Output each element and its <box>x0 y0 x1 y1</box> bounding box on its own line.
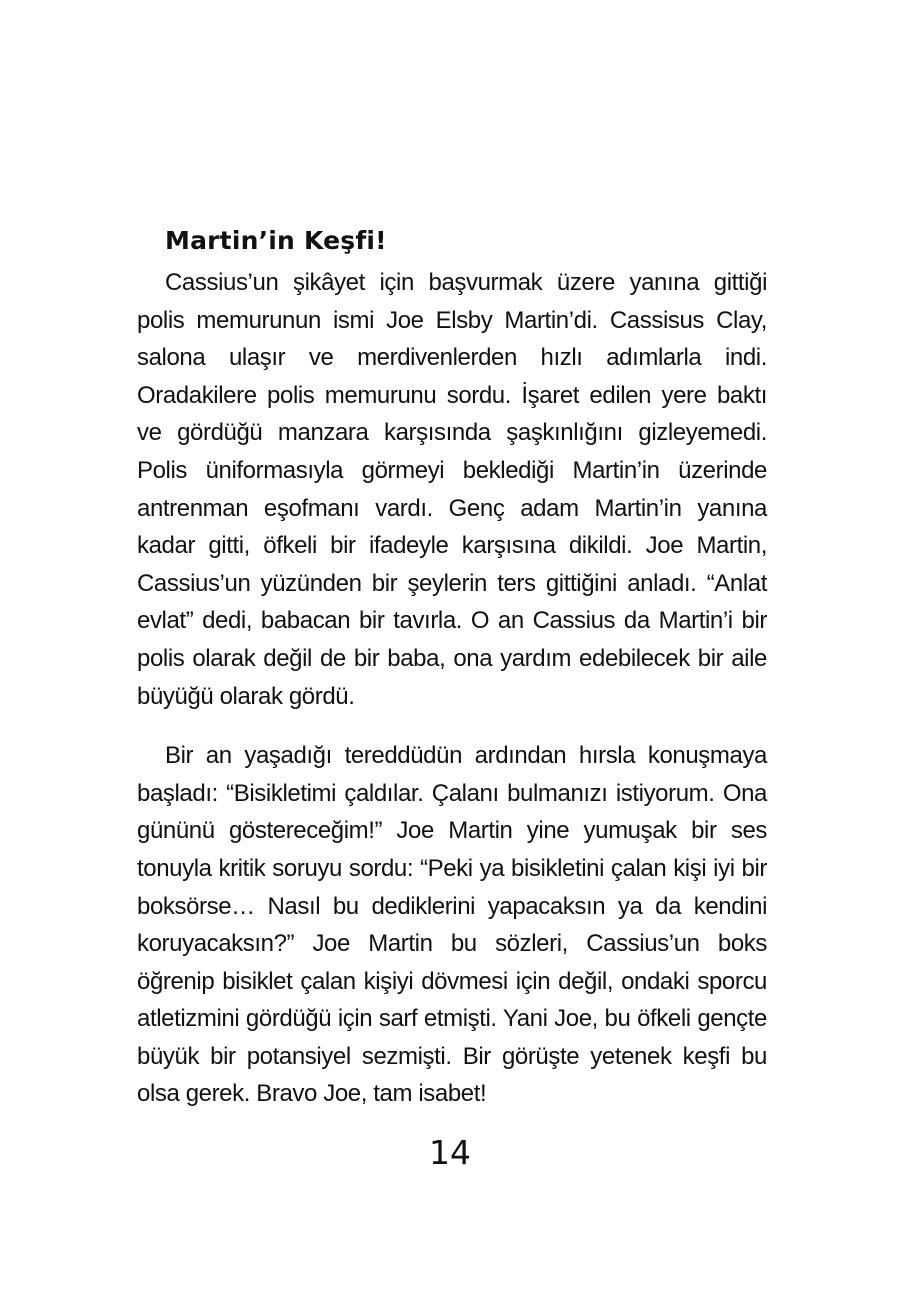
paragraph-1: Cassius’un şikâyet için başvurmak üzere yanına gittiği polis memurunun ismi Joe Elsby Martin’di. Cassisus Clay, salona ulaşır ve merdivenlerden hızlı adımlarla indi. Oradakilere polis memurunu sordu. İşaret edilen yere baktı ve gördüğü manzara karşısında şaşkınlığını gizleyemedi. Polis üniformasıyla görmeyi beklediği Martin’in üzerinde antrenman eşofmanı vardı. Genç adam Martin’in yanına kadar gitti, öfkeli bir ifadeyle karşısına dikildi. Joe Martin, Cassius’un yüzünden bir şeylerin ters gittiğini anladı. “Anlat evlat” dedi, babacan bir tavırla. O an Cassius da Martin’i bir polis olarak değil de bir baba, ona yardım edebilecek bir aile büyüğü olarak gördü. <box>137 269 767 710</box>
paragraph-2: Bir an yaşadığı tereddüdün ardından hırsla konuşmaya başladı: “Bisikletimi çaldılar. Çalanı bulmanızı istiyorum. Ona gününü göstereceğim!” Joe Martin yine yumuşak bir ses tonuyla kritik soruyu sordu: “Peki ya bisikletini çalan kişi iyi bir boksörse… Nasıl bu dediklerini yapacaksın ya da kendini koruyacaksın?” Joe Martin bu sözleri, Cassius’un boks öğrenip bisiklet çalan kişiyi dövmesi için değil, ondaki sporcu atletizmini gördüğü için sarf etmişti. Yani Joe, bu öfkeli gençte büyük bir potansiyel sezmişti. Bir görüşte yetenek keşfi bu olsa gerek. Bravo Joe, tam isabet! <box>137 742 767 1108</box>
section-heading: Martin’in Keşfi! <box>165 226 387 255</box>
page-body <box>137 218 767 1113</box>
page-number: 14 <box>429 1133 471 1172</box>
